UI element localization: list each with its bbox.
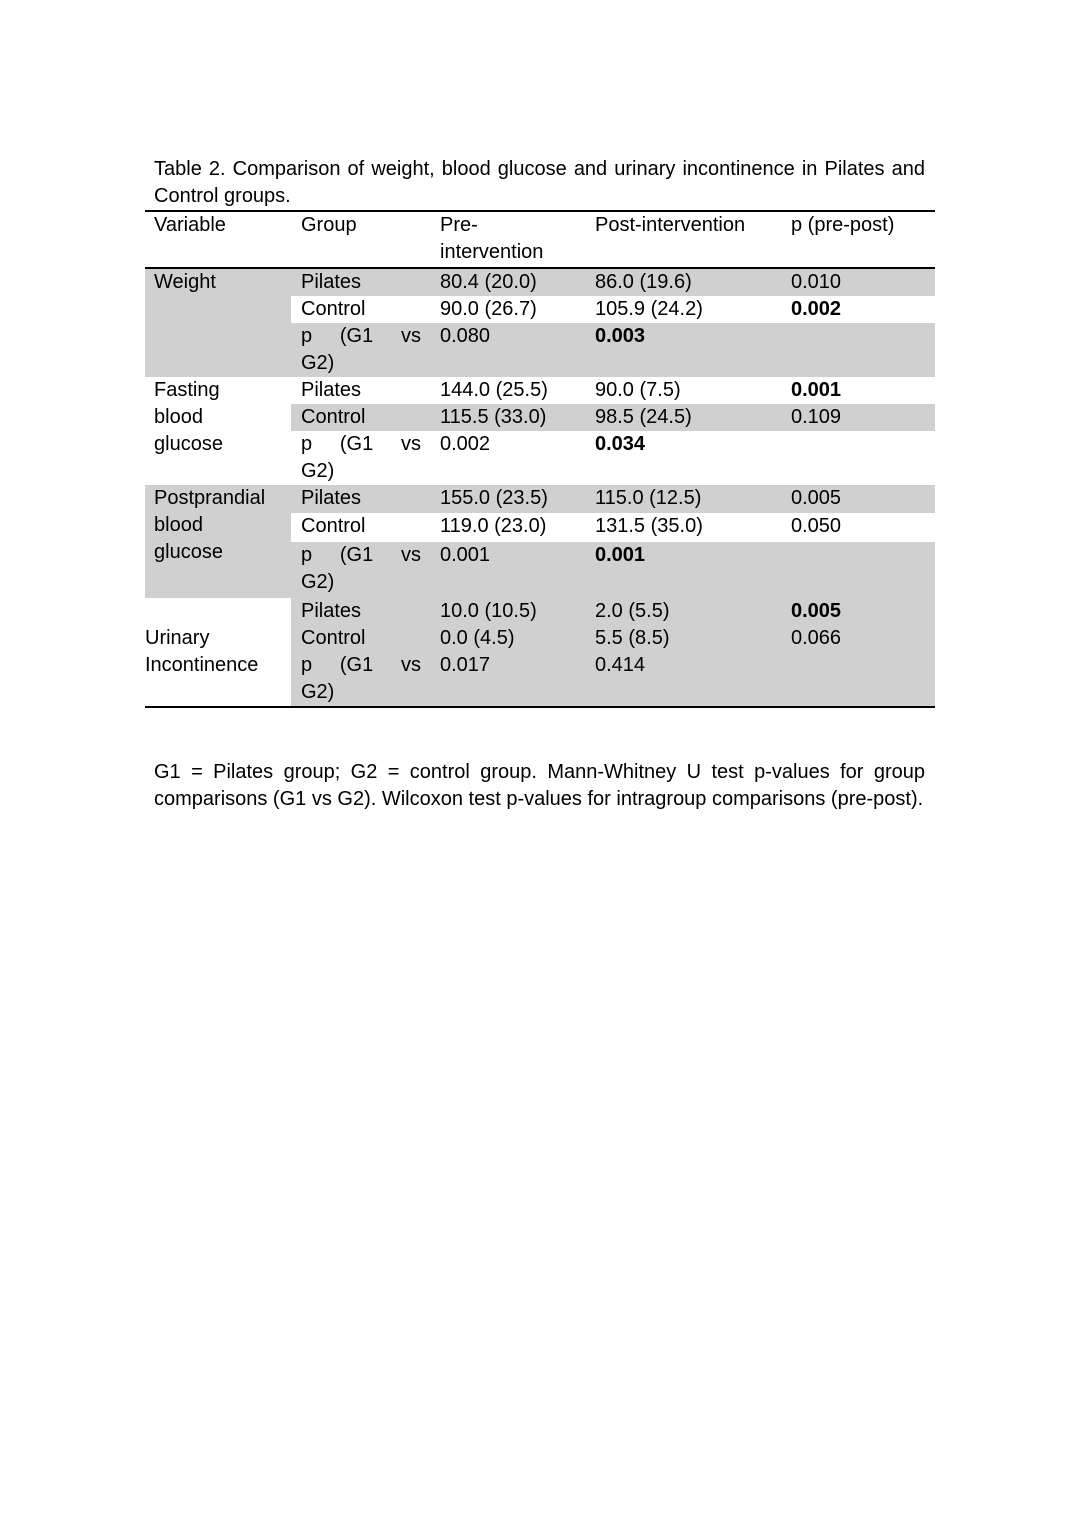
post-value: 86.0 (19.6) xyxy=(595,271,692,293)
post-value: 2.0 (5.5) xyxy=(595,600,670,622)
variable-label-line: glucose xyxy=(154,541,223,563)
pre-value: 10.0 (10.5) xyxy=(440,600,537,622)
variable-label-line: blood xyxy=(154,514,203,536)
group-label: Pilates xyxy=(301,487,362,509)
pre-value: 90.0 (26.7) xyxy=(440,298,537,320)
variable-label-line: glucose xyxy=(154,433,223,455)
post-value: 131.5 (35.0) xyxy=(595,515,703,537)
table-footnote: G1 = Pilates group; G2 = control group. Mann-Whitney U test p-values for group comparisons (G1 vs G2). Wilcoxon test p-values for intragroup comparisons (pre-post). xyxy=(154,761,925,810)
post-value: 5.5 (8.5) xyxy=(595,627,670,649)
post-value: 90.0 (7.5) xyxy=(595,379,681,401)
variable-label-line: Urinary xyxy=(145,627,210,649)
group-label: Pilates xyxy=(301,379,362,401)
p-prepost-value: 0.005 xyxy=(791,487,842,509)
variable-label xyxy=(154,377,223,458)
pre-value: 0.002 xyxy=(440,433,491,455)
p-prepost-value: 0.109 xyxy=(791,406,842,428)
pre-value: 0.001 xyxy=(440,544,491,566)
pre-value: 0.017 xyxy=(440,654,491,676)
pre-value: 0.0 (4.5) xyxy=(440,627,515,649)
pre-value: 115.5 (33.0) xyxy=(440,406,547,428)
p-prepost-value: 0.010 xyxy=(791,271,842,293)
post-value: 115.0 (12.5) xyxy=(595,487,702,509)
variable-label xyxy=(145,625,258,679)
group-label: Control xyxy=(301,515,366,537)
pre-value: 144.0 (25.5) xyxy=(440,379,548,401)
p-prepost-value: 0.066 xyxy=(791,627,842,649)
header-post: Post-intervention xyxy=(595,214,746,236)
pre-value: 80.4 (20.0) xyxy=(440,271,537,293)
variable-label xyxy=(154,269,216,296)
post-value: 0.034 xyxy=(595,433,646,455)
post-value: 105.9 (24.2) xyxy=(595,298,703,320)
header-pre-line2: intervention xyxy=(440,241,544,263)
post-value: 0.414 xyxy=(595,654,646,676)
post-value: 0.003 xyxy=(595,325,646,347)
p-prepost-value: 0.002 xyxy=(791,298,842,320)
group-label: Control xyxy=(301,406,366,428)
pre-value: 155.0 (23.5) xyxy=(440,487,548,509)
header-variable: Variable xyxy=(154,214,226,236)
p-prepost-value: 0.050 xyxy=(791,515,842,537)
header-pre-line1: Pre- xyxy=(440,214,478,236)
variable-label-line: Incontinence xyxy=(145,654,259,676)
post-value: 0.001 xyxy=(595,544,646,566)
group-label: Pilates xyxy=(301,271,362,293)
group-label: Control xyxy=(301,627,366,649)
results-table xyxy=(145,210,935,708)
group-comparison-label: p (G1 vs G2) xyxy=(301,654,421,703)
variable-label-line: Fasting xyxy=(154,379,220,401)
group-label: Pilates xyxy=(301,600,362,622)
p-prepost-value: 0.005 xyxy=(791,600,842,622)
variable-label-line: Weight xyxy=(154,271,216,293)
group-label: Control xyxy=(301,298,366,320)
header-p-prepost: p (pre-post) xyxy=(791,214,895,236)
table-caption: Table 2. Comparison of weight, blood glucose and urinary incontinence in Pilates and Control groups. xyxy=(154,158,925,207)
pre-value: 119.0 (23.0) xyxy=(440,515,547,537)
variable-label-line: blood xyxy=(154,406,203,428)
variable-label-line: Postprandial xyxy=(154,487,266,509)
group-comparison-label: p (G1 vs G2) xyxy=(301,544,421,593)
table-header-row xyxy=(145,212,935,269)
p-prepost-value: 0.001 xyxy=(791,379,842,401)
pre-value: 0.080 xyxy=(440,325,491,347)
group-comparison-label: p (G1 vs G2) xyxy=(301,433,421,482)
group-comparison-label: p (G1 vs G2) xyxy=(301,325,421,374)
header-group: Group xyxy=(301,214,357,236)
table-body xyxy=(145,269,935,706)
post-value: 98.5 (24.5) xyxy=(595,406,692,428)
variable-label xyxy=(154,485,265,566)
